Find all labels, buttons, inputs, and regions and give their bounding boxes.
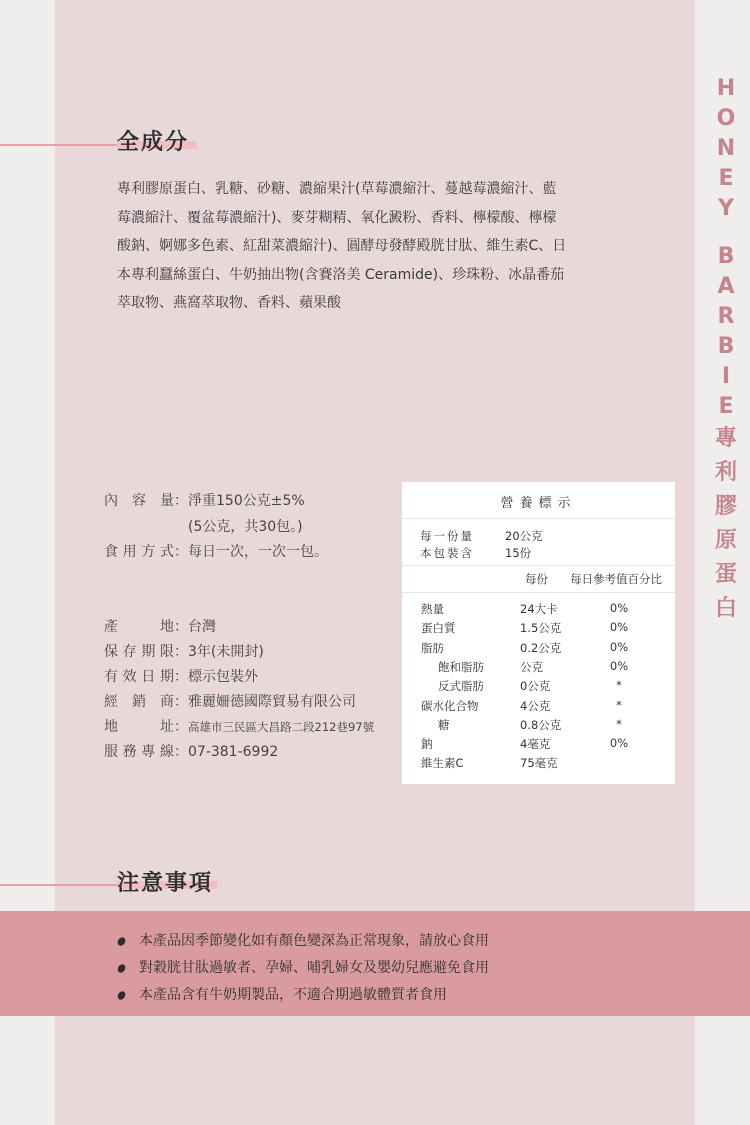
shelf-value: 3年(未開封) [188, 644, 264, 660]
nutrient-name: 糖 [438, 717, 450, 732]
nutrient-value: 4毫克 [520, 737, 551, 752]
brand-letter: 白 [714, 596, 737, 621]
divider [402, 592, 675, 593]
shelf-label: 保存期限 [104, 644, 174, 660]
nutrient-name: 碳水化合物 [421, 698, 479, 713]
nutrient-value: 75毫克 [520, 756, 558, 771]
serving-label: 每一份量 [420, 529, 474, 543]
usage-label: 食用方式 [104, 544, 174, 560]
brand-vertical-title [712, 76, 740, 622]
brand-letter: A [717, 274, 735, 299]
ingredients-line: 莓濃縮汁、覆盆莓濃縮汁)、麥芽糊精、氧化澱粉、香料、檸檬酸、檸檬 [117, 209, 557, 226]
service-label: 服務專線 [104, 744, 174, 760]
dealer-value: 雅麗姍德國際貿易有限公司 [188, 694, 356, 710]
caution-text: 對穀胱甘肽過敏者、孕婦、哺乳婦女及嬰幼兒應避免食用 [139, 960, 489, 976]
usage-value: 每日一次，一次一包。 [188, 544, 328, 560]
nutrient-pct: 0% [609, 601, 629, 615]
nutrient-pct: 0% [609, 658, 629, 673]
caution-item [118, 984, 447, 1004]
brand-letter: I [721, 364, 731, 389]
nutrient-pct: * [616, 697, 622, 712]
nutrient-pct: * [616, 678, 622, 693]
brand-letter: B [717, 244, 735, 269]
dealer-row [104, 691, 356, 711]
nutrient-name: 反式脂肪 [438, 679, 484, 694]
nutrient-pct: * [616, 716, 622, 731]
brand-letter: E [718, 394, 734, 419]
caution-item [118, 930, 489, 950]
service-row [104, 741, 278, 761]
ingredients-list [117, 175, 642, 318]
nutrient-value: 0.8公克 [520, 717, 562, 732]
ingredients-line: 專利膠原蛋白、乳糖、砂糖、濃縮果汁(草莓濃縮汁、蔓越莓濃縮汁、藍 [117, 181, 557, 197]
dealer-label: 經銷商 [104, 694, 174, 710]
colon: ： [174, 694, 188, 710]
ingredients-line: 酸鈉、婀娜多色素、紅甜菜濃縮汁)、圓酵母發酵殿胱甘肽、維生素C、日 [117, 238, 567, 254]
nutrient-name: 飽和脂肪 [438, 659, 484, 674]
colon: ： [174, 669, 188, 685]
usage-row [104, 541, 328, 561]
content-value: 淨重150公克±5% [188, 493, 305, 509]
nutrient-name: 脂肪 [421, 640, 444, 655]
content-label: 內容量 [104, 493, 174, 509]
brand-letter: 蛋 [714, 562, 737, 587]
bullet-icon [116, 935, 127, 946]
divider [402, 565, 675, 566]
nutrient-pct: 0% [609, 639, 629, 654]
caution-item [118, 957, 489, 977]
colon: ： [174, 619, 188, 635]
colon: ： [174, 744, 188, 760]
nutrient-pct: 0% [609, 736, 629, 751]
origin-row [104, 616, 216, 636]
nutrient-name: 維生素C [421, 756, 464, 771]
ingredients-line: 萃取物、燕窩萃取物、香料、蘋果酸 [117, 295, 341, 311]
col-per-serving: 每份 [525, 572, 548, 586]
shelf-row [104, 641, 264, 661]
address-value: 高雄市三民區大昌路二段212巷97號 [188, 720, 375, 734]
expiry-value: 標示包裝外 [188, 669, 258, 685]
brand-letter: B [717, 334, 735, 359]
nutrient-value: 4公克 [520, 698, 551, 713]
origin-value: 台灣 [188, 619, 216, 635]
ingredients-heading: 全成分 [117, 130, 190, 155]
col-daily-pct: 每日參考值百分比 [570, 572, 662, 586]
nutrient-value: 1.5公克 [520, 621, 562, 636]
divider [402, 518, 675, 519]
caution-text: 本產品含有牛奶期製品，不適合期過敏體質者食用 [139, 987, 447, 1003]
caution-text: 本產品因季節變化如有顏色變深為正常現象，請放心食用 [139, 933, 489, 949]
colon: ： [174, 493, 188, 509]
brand-letter: O [716, 106, 736, 131]
bullet-icon [116, 962, 127, 973]
package-value: 15份 [505, 546, 532, 560]
nutrient-pct: 0% [609, 620, 629, 635]
content-row [104, 490, 305, 510]
caution-heading: 注意事項 [117, 871, 214, 896]
brand-letter: 膠 [714, 494, 737, 519]
origin-label: 產地 [104, 619, 174, 635]
caution-band [0, 911, 750, 1016]
content-value-2: (5公克，共30包。) [188, 519, 303, 535]
nutrition-table [402, 482, 675, 784]
brand-letter: Y [718, 196, 734, 221]
brand-letter: 原 [714, 528, 737, 553]
brand-letter: 利 [714, 460, 737, 485]
nutrition-title: 營養標示 [500, 496, 577, 511]
colon: ： [174, 544, 188, 560]
colon: ： [174, 644, 188, 660]
colon: ： [174, 719, 188, 735]
package-label: 本包裝含 [420, 546, 474, 560]
nutrient-name: 熱量 [421, 602, 444, 616]
nutrient-value: 24大卡 [520, 602, 558, 616]
expiry-label: 有效日期 [104, 669, 174, 685]
nutrient-value: 0.2公克 [520, 640, 562, 655]
nutrient-value: 0公克 [520, 679, 551, 694]
expiry-row [104, 666, 258, 686]
brand-letter: R [717, 304, 735, 329]
brand-letter: H [716, 76, 736, 101]
ingredients-line: 本專利蠶絲蛋白、牛奶抽出物(含賽洛美 Ceramide)、珍珠粉、冰晶番茄 [117, 266, 565, 283]
nutrient-value: 公克 [520, 659, 543, 674]
brand-letter: E [718, 166, 734, 191]
serving-value: 20公克 [505, 529, 543, 543]
bullet-icon [116, 989, 127, 1000]
service-value: 07-381-6992 [188, 744, 279, 760]
brand-letter: 專 [714, 426, 737, 451]
nutrient-name: 鈉 [421, 737, 433, 752]
address-row [104, 716, 374, 736]
brand-letter: N [716, 136, 736, 161]
nutrient-name: 蛋白質 [421, 621, 456, 636]
address-label: 地址 [104, 719, 174, 735]
content-row-2 [188, 516, 303, 536]
